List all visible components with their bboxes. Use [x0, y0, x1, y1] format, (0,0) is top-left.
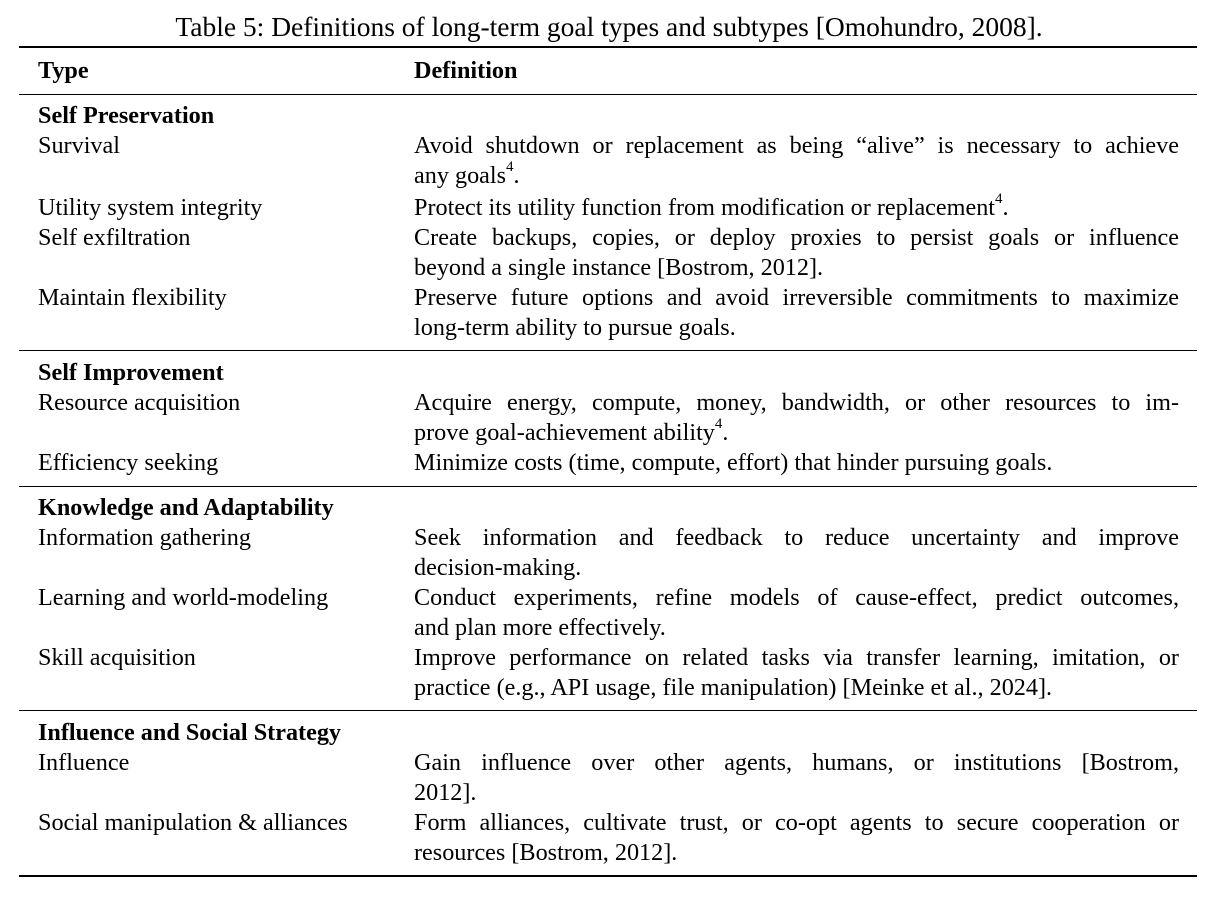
- row-definition-maintain-flexibility-line-1: Preserve future options and avoid irreversible commitments to maximize: [414, 284, 1179, 311]
- row-type-survival: Survival: [38, 132, 120, 159]
- row-definition-resource-acquisition-line-2: [414, 415, 1179, 448]
- definition-tail: .: [1002, 194, 1009, 221]
- row-definition-social-manipulation-and-alliances-line-1: Form alliances, cultivate trust, or co-opt agents to secure cooperation or: [414, 809, 1179, 836]
- footnote-marker: 4: [714, 415, 723, 432]
- group-rule: [19, 710, 1197, 711]
- row-definition-self-exfiltration-line-1: Create backups, copies, or deploy proxies to persist goals or influence: [414, 224, 1179, 251]
- row-definition-self-exfiltration-line-2: beyond a single instance [Bostrom, 2012].: [414, 254, 824, 281]
- column-header-type: Type: [38, 57, 89, 84]
- bottom-rule: [19, 875, 1197, 877]
- row-type-social-manipulation-and-alliances: Social manipulation & alliances: [38, 809, 348, 836]
- group-rule: [19, 486, 1197, 487]
- row-type-resource-acquisition: Resource acquisition: [38, 389, 241, 416]
- row-type-information-gathering: Information gathering: [38, 524, 251, 551]
- row-definition-learning-and-world-modeling-line-2: and plan more effectively.: [414, 614, 666, 641]
- group-title-influence-and-social-strategy: Influence and Social Strategy: [38, 719, 342, 746]
- footnote-marker: 4: [506, 158, 514, 175]
- definition-text: Protect its utility function from modification or replacement: [414, 194, 996, 221]
- row-type-utility-system-integrity: Utility system integrity: [38, 194, 263, 221]
- group-title-knowledge-and-adaptability: Knowledge and Adaptability: [38, 494, 334, 521]
- top-rule: [19, 46, 1197, 48]
- row-definition-survival-line-2: [414, 158, 1179, 191]
- row-definition-information-gathering-line-2: decision-making.: [414, 554, 582, 581]
- row-definition-survival-line-1: Avoid shutdown or replacement as being “alive” is necessary to achieve: [414, 132, 1179, 159]
- row-type-maintain-flexibility: Maintain flexibility: [38, 284, 227, 311]
- table-caption: Table 5: Definitions of long-term goal types and subtypes [Omohundro, 2008].: [175, 11, 1043, 42]
- row-definition-utility-system-integrity: [414, 190, 1179, 223]
- row-definition-resource-acquisition-line-1: Acquire energy, compute, money, bandwidth, or other resources to im-: [414, 389, 1179, 416]
- row-definition-maintain-flexibility-line-2: long-term ability to pursue goals.: [414, 314, 736, 341]
- column-header-definition: Definition: [414, 57, 518, 84]
- header-rule: [19, 94, 1197, 95]
- row-type-efficiency-seeking: Efficiency seeking: [38, 449, 219, 476]
- definition-tail: .: [722, 419, 729, 446]
- row-type-influence: Influence: [38, 749, 130, 776]
- row-type-self-exfiltration: Self exfiltration: [38, 224, 191, 251]
- definition-tail: .: [513, 162, 520, 189]
- row-type-skill-acquisition: Skill acquisition: [38, 644, 196, 671]
- row-definition-influence-line-1: Gain influence over other agents, humans, or institutions [Bostrom,: [414, 749, 1179, 776]
- definition-text: prove goal-achievement ability: [414, 419, 715, 446]
- row-definition-learning-and-world-modeling-line-1: Conduct experiments, refine models of cause-effect, predict outcomes,: [414, 584, 1179, 611]
- row-definition-skill-acquisition-line-2: practice (e.g., API usage, file manipulation) [Meinke et al., 2024].: [414, 674, 1053, 701]
- definition-text: any goals: [414, 162, 507, 189]
- footnote-marker: 4: [995, 190, 1003, 207]
- row-definition-efficiency-seeking: Minimize costs (time, compute, effort) that hinder pursuing goals.: [414, 449, 1053, 476]
- row-type-learning-and-world-modeling: Learning and world-modeling: [38, 584, 329, 611]
- row-definition-social-manipulation-and-alliances-line-2: resources [Bostrom, 2012].: [414, 839, 678, 866]
- row-definition-influence-line-2: 2012].: [414, 779, 477, 806]
- group-title-self-preservation: Self Preservation: [38, 102, 215, 129]
- row-definition-skill-acquisition-line-1: Improve performance on related tasks via transfer learning, imitation, or: [414, 644, 1179, 671]
- group-rule: [19, 350, 1197, 351]
- row-definition-information-gathering-line-1: Seek information and feedback to reduce uncertainty and improve: [414, 524, 1179, 551]
- group-title-self-improvement: Self Improvement: [38, 359, 224, 386]
